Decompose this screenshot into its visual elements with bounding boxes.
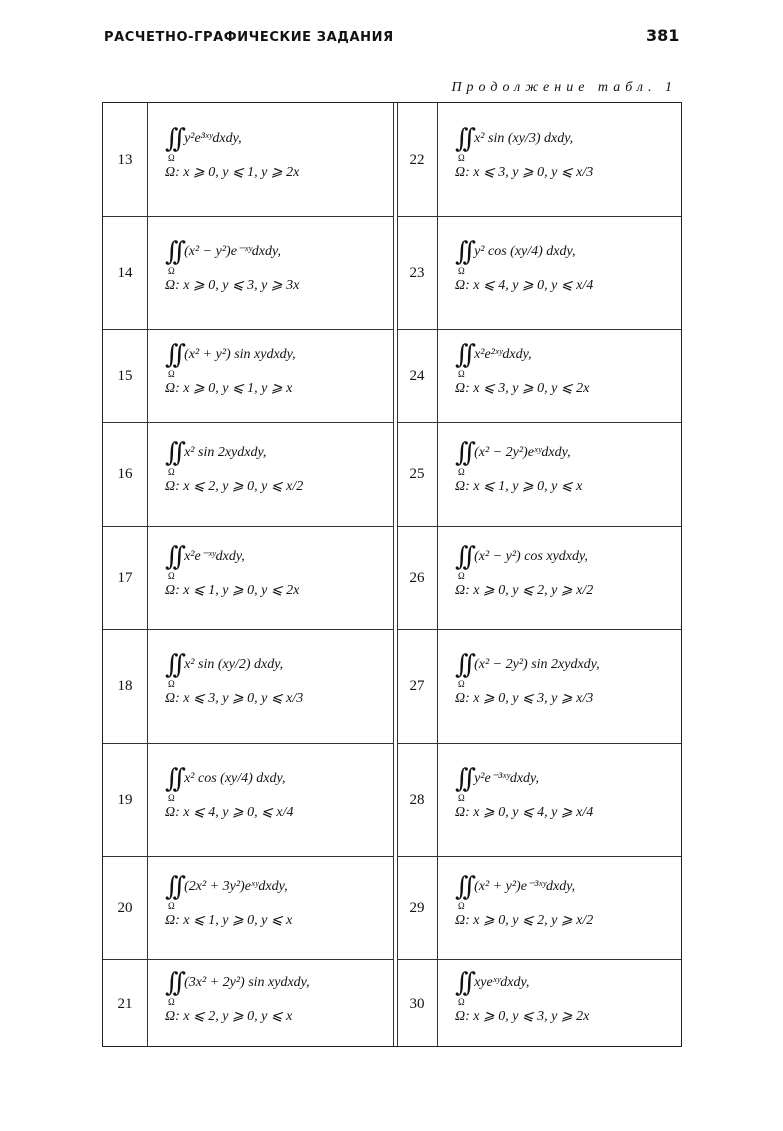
task-cell xyxy=(165,236,300,293)
integral-sign-icon: ∫∫ xyxy=(455,541,471,572)
integration-domain: Ω: x ⩽ 3, y ⩾ 0, y ⩽ x/3 xyxy=(165,691,304,706)
double-integral xyxy=(455,650,600,689)
integrand-expression: (x² + y²) sin xydxdy, xyxy=(184,346,296,362)
integration-domain: Ω: x ⩾ 0, y ⩽ 3, y ⩾ 3x xyxy=(165,277,300,293)
task-cell xyxy=(455,967,590,1024)
integral-sign-icon: ∫∫ xyxy=(455,763,471,794)
task-cell xyxy=(455,123,594,180)
task-number: 19 xyxy=(117,791,133,808)
task-number: 25 xyxy=(409,466,425,482)
integral-sign-icon: ∫∫ xyxy=(165,438,181,468)
table-row-divider xyxy=(397,959,681,960)
integration-region-subscript: Ω xyxy=(168,900,175,911)
task-number: 22 xyxy=(409,151,425,168)
integration-domain: Ω: x ⩾ 0, y ⩽ 2, y ⩾ x/2 xyxy=(455,912,594,928)
integration-domain: Ω: x ⩽ 1, y ⩾ 0, y ⩽ x xyxy=(165,912,293,928)
integration-region-subscript: Ω xyxy=(168,368,175,379)
integration-domain: Ω: x ⩾ 0, y ⩽ 1, y ⩾ x xyxy=(165,380,293,396)
double-integral xyxy=(455,339,589,379)
integral-sign-icon: ∫∫ xyxy=(165,339,181,370)
page-number: 381 xyxy=(646,26,680,45)
table-divider xyxy=(393,103,394,1046)
table-row-divider xyxy=(103,526,393,527)
table-divider xyxy=(437,103,438,1046)
double-integral xyxy=(165,650,303,689)
integrand-expression: x² sin (xy/2) dxdy, xyxy=(184,657,284,672)
table-divider xyxy=(147,103,148,1046)
double-integral xyxy=(455,967,589,1007)
double-integral xyxy=(165,871,292,911)
double-integral xyxy=(165,438,303,477)
double-integral xyxy=(165,123,299,163)
integration-region-subscript: Ω xyxy=(168,467,175,477)
integral-sign-icon: ∫∫ xyxy=(165,967,181,998)
integral-sign-icon: ∫∫ xyxy=(165,123,181,154)
task-number: 21 xyxy=(117,995,133,1012)
task-cell xyxy=(165,339,296,396)
integrand-expression: x²e²ˣʸdxdy, xyxy=(474,346,532,362)
task-cell xyxy=(165,967,310,1024)
task-number: 30 xyxy=(409,995,425,1012)
table-row-divider xyxy=(397,329,681,330)
integrand-expression: (2x² + 3y²)eˣʸdxdy, xyxy=(184,878,288,894)
integration-region-subscript: Ω xyxy=(458,570,465,581)
table-row-divider xyxy=(397,629,681,630)
task-number: 14 xyxy=(117,264,133,281)
integrand-expression: (x² − 2y²)eˣʸdxdy, xyxy=(474,445,571,460)
task-cell xyxy=(455,236,594,293)
integration-region-subscript: Ω xyxy=(168,152,175,163)
integration-region-subscript: Ω xyxy=(168,265,175,276)
integrand-expression: y² cos (xy/4) dxdy, xyxy=(474,243,576,259)
integrand-expression: y²e³ˣʸdxdy, xyxy=(184,130,242,146)
task-number: 18 xyxy=(117,678,133,694)
integration-region-subscript: Ω xyxy=(168,996,175,1007)
integration-domain: Ω: x ⩽ 1, y ⩾ 0, y ⩽ x xyxy=(455,479,583,494)
integrand-expression: x²e⁻ˣʸdxdy, xyxy=(184,548,245,564)
integration-region-subscript: Ω xyxy=(168,679,175,689)
integration-region-subscript: Ω xyxy=(168,792,175,803)
integration-domain: Ω: x ⩾ 0, y ⩽ 2, y ⩾ x/2 xyxy=(455,582,594,598)
task-cell xyxy=(165,871,293,928)
integral-sign-icon: ∫∫ xyxy=(165,236,181,267)
table-row-divider xyxy=(103,216,393,217)
integration-region-subscript: Ω xyxy=(458,467,465,477)
integral-sign-icon: ∫∫ xyxy=(455,339,471,370)
task-number: 15 xyxy=(117,367,133,384)
task-number: 27 xyxy=(409,678,425,694)
integration-domain: Ω: x ⩽ 2, y ⩾ 0, y ⩽ x xyxy=(165,1008,293,1024)
double-integral xyxy=(455,541,593,581)
table-row-divider xyxy=(397,422,681,423)
integration-region-subscript: Ω xyxy=(458,792,465,803)
integrand-expression: (x² − 2y²) sin 2xydxdy, xyxy=(474,657,600,672)
task-cell xyxy=(165,652,303,706)
integrand-expression: (x² − y²) cos xydxdy, xyxy=(474,548,588,564)
table-row-divider xyxy=(397,526,681,527)
integration-domain: Ω: x ⩽ 3, y ⩾ 0, y ⩽ 2x xyxy=(455,380,590,396)
integration-region-subscript: Ω xyxy=(458,152,465,163)
integration-region-subscript: Ω xyxy=(458,679,465,689)
integral-sign-icon: ∫∫ xyxy=(165,763,181,794)
task-number: 16 xyxy=(117,466,133,482)
integrand-expression: (x² + y²)e⁻³ˣʸdxdy, xyxy=(474,878,576,894)
integral-sign-icon: ∫∫ xyxy=(165,650,181,680)
double-integral xyxy=(165,236,299,276)
integration-domain: Ω: x ⩽ 2, y ⩾ 0, y ⩽ x/2 xyxy=(165,479,304,494)
integral-sign-icon: ∫∫ xyxy=(455,236,471,267)
task-number: 24 xyxy=(409,367,425,384)
task-cell xyxy=(455,871,594,928)
table-continuation-caption: Продолжение табл. 1 xyxy=(451,80,677,95)
table-row-divider xyxy=(103,329,393,330)
integrand-expression: (x² − y²)e⁻ˣʸdxdy, xyxy=(184,243,281,259)
table-row-divider xyxy=(397,856,681,857)
double-integral xyxy=(165,339,296,379)
double-integral xyxy=(455,123,593,163)
integral-sign-icon: ∫∫ xyxy=(455,650,471,680)
table-row-divider xyxy=(103,422,393,423)
task-number: 20 xyxy=(117,899,133,916)
task-cell xyxy=(455,440,582,494)
integration-domain: Ω: x ⩾ 0, y ⩽ 4, y ⩾ x/4 xyxy=(455,804,594,820)
integration-domain: Ω: x ⩾ 0, y ⩽ 3, y ⩾ 2x xyxy=(455,1008,590,1024)
double-integral xyxy=(455,438,582,477)
integration-domain: Ω: x ⩽ 3, y ⩾ 0, y ⩽ x/3 xyxy=(455,164,594,180)
task-cell xyxy=(165,541,300,598)
table-row-divider xyxy=(397,743,681,744)
integral-sign-icon: ∫∫ xyxy=(165,541,181,572)
integration-region-subscript: Ω xyxy=(458,368,465,379)
task-cell xyxy=(165,123,300,180)
integral-sign-icon: ∫∫ xyxy=(455,967,471,998)
task-number: 26 xyxy=(409,569,425,586)
task-number: 13 xyxy=(117,151,133,168)
integration-domain: Ω: x ⩾ 0, y ⩽ 3, y ⩾ x/3 xyxy=(455,691,594,706)
task-number: 28 xyxy=(409,791,425,808)
integrand-expression: xyeˣʸdxdy, xyxy=(474,974,530,990)
integrand-expression: x² sin (xy/3) dxdy, xyxy=(474,130,574,146)
integration-domain: Ω: x ⩽ 4, y ⩾ 0, ⩽ x/4 xyxy=(165,804,294,820)
integrand-expression: (3x² + 2y²) sin xydxdy, xyxy=(184,974,310,990)
task-number: 23 xyxy=(409,264,425,281)
double-integral xyxy=(455,871,593,911)
integral-sign-icon: ∫∫ xyxy=(455,438,471,468)
task-cell xyxy=(455,763,594,820)
table-row-divider xyxy=(103,959,393,960)
task-cell xyxy=(165,440,303,494)
double-integral xyxy=(165,763,294,803)
table-row-divider xyxy=(103,629,393,630)
task-cell xyxy=(455,652,600,706)
task-number: 17 xyxy=(117,569,133,586)
running-header-title: РАСЧЕТНО-ГРАФИЧЕСКИЕ ЗАДАНИЯ xyxy=(104,30,394,45)
task-cell xyxy=(165,763,294,820)
integration-region-subscript: Ω xyxy=(458,265,465,276)
integration-region-subscript: Ω xyxy=(458,900,465,911)
double-integral xyxy=(455,763,593,803)
task-number: 29 xyxy=(409,899,425,916)
table-row-divider xyxy=(103,743,393,744)
integration-domain: Ω: x ⩽ 1, y ⩾ 0, y ⩽ 2x xyxy=(165,582,300,598)
table-row-divider xyxy=(397,216,681,217)
integration-domain: Ω: x ⩽ 4, y ⩾ 0, y ⩽ x/4 xyxy=(455,277,594,293)
integral-sign-icon: ∫∫ xyxy=(455,123,471,154)
task-cell xyxy=(455,541,594,598)
integrand-expression: x² cos (xy/4) dxdy, xyxy=(184,770,286,786)
table-row-divider xyxy=(103,856,393,857)
double-integral xyxy=(455,236,593,276)
integration-region-subscript: Ω xyxy=(458,996,465,1007)
task-cell xyxy=(455,339,590,396)
integral-sign-icon: ∫∫ xyxy=(165,871,181,902)
integrand-expression: x² sin 2xydxdy, xyxy=(184,445,267,460)
assignments-table xyxy=(102,102,682,1047)
integration-domain: Ω: x ⩾ 0, y ⩽ 1, y ⩾ 2x xyxy=(165,164,300,180)
integration-region-subscript: Ω xyxy=(168,570,175,581)
integrand-expression: y²e⁻³ˣʸdxdy, xyxy=(474,770,539,786)
integral-sign-icon: ∫∫ xyxy=(455,871,471,902)
double-integral xyxy=(165,541,299,581)
double-integral xyxy=(165,967,310,1007)
